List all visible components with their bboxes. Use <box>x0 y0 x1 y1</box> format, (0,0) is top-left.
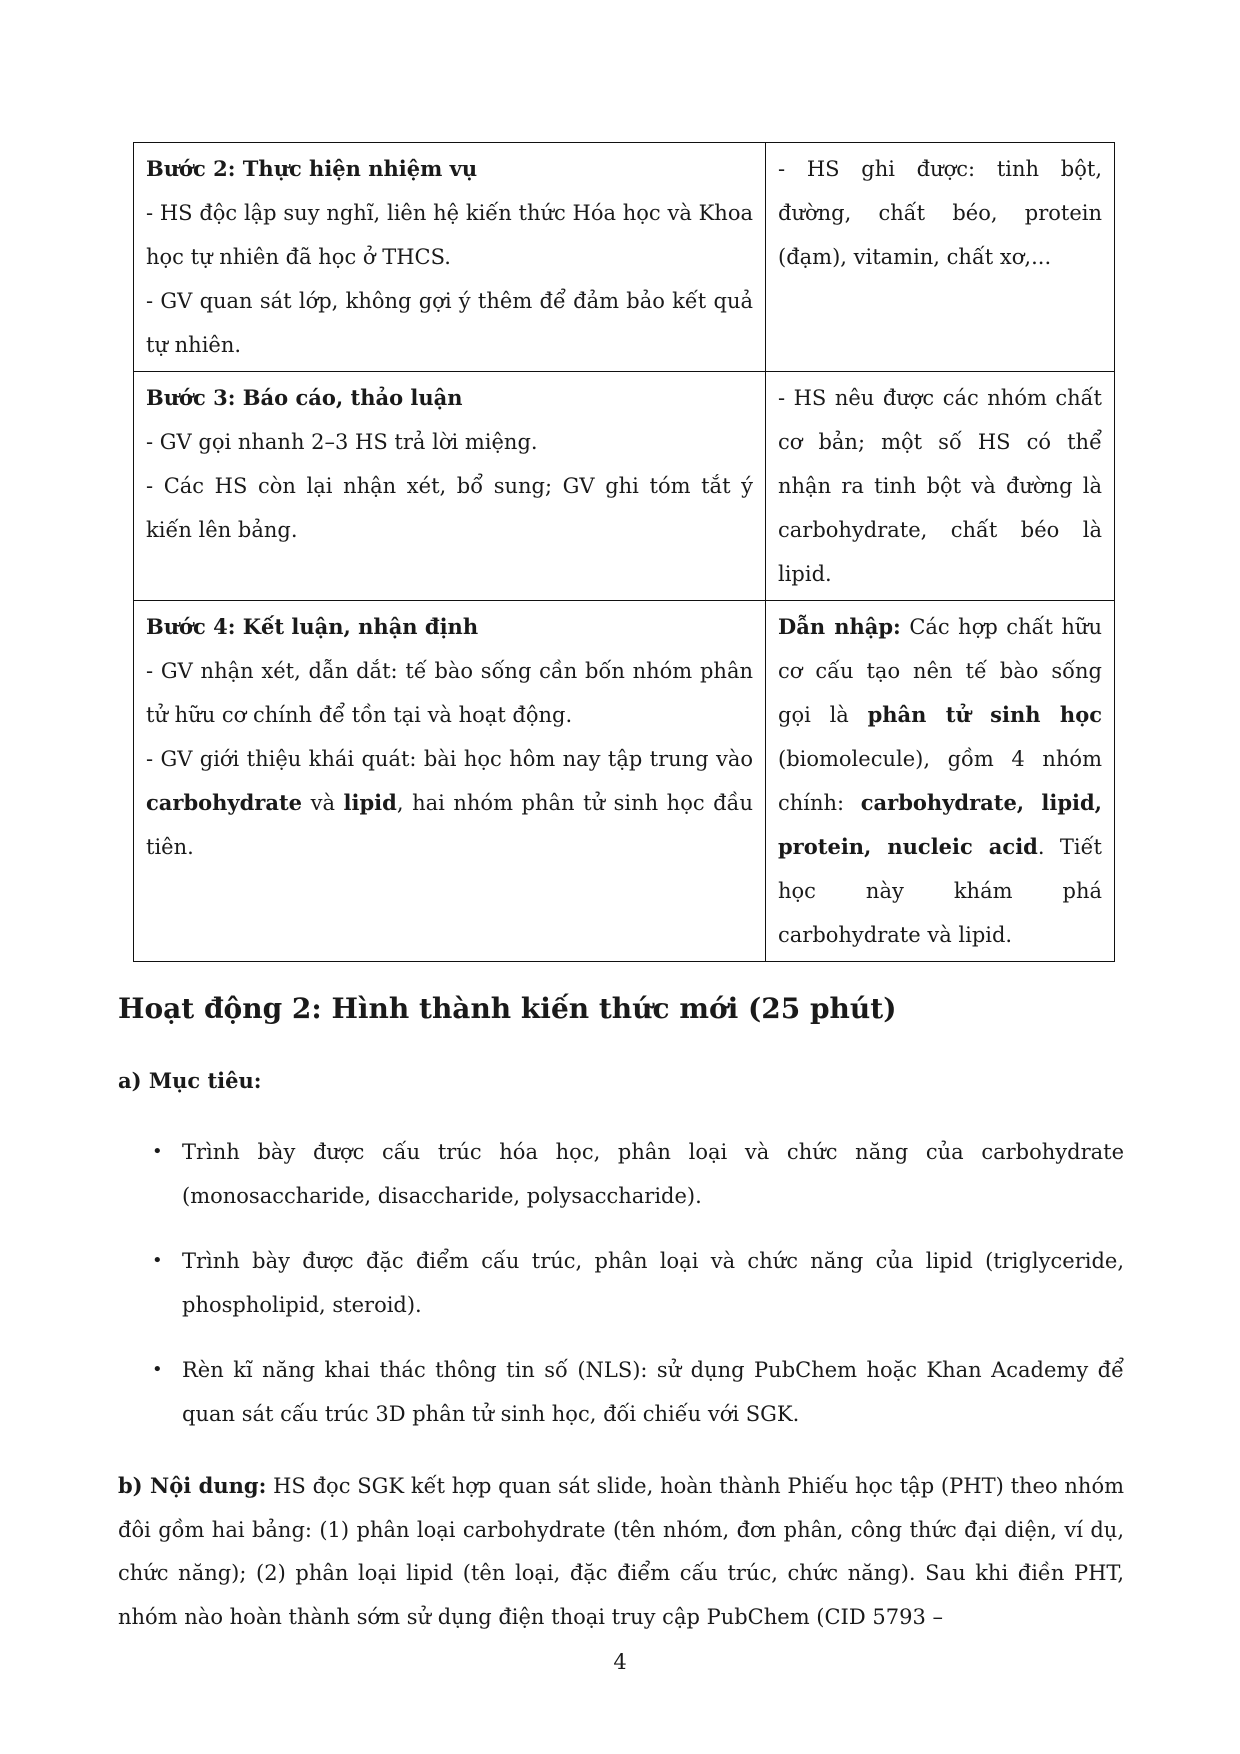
bullet-icon: • <box>152 1141 163 1162</box>
list-item: • Rèn kĩ năng khai thác thông tin số (NLS): sử dụng PubChem hoặc Khan Academy để quan sát cấu trúc 3D phân tử sinh học, đối chiếu với SGK. <box>118 1348 1124 1436</box>
content-paragraph <box>118 1464 1124 1639</box>
bold-term: carbohydrate, lipid, protein, nucleic acid <box>778 790 1102 859</box>
table-row <box>134 143 1115 372</box>
intro-label: Dẫn nhập: <box>778 614 901 639</box>
step-cell <box>134 143 766 372</box>
step-cell <box>134 601 766 962</box>
result-cell <box>766 143 1115 372</box>
list-item: • Trình bày được cấu trúc hóa học, phân loại và chức năng của carbohydrate (monosaccharide, disaccharide, polysaccharide). <box>118 1130 1124 1218</box>
result-cell: Dẫn nhập: Các hợp chất hữu cơ cấu tạo nên tế bào sống gọi là phân tử sinh học (biomolecule), gồm 4 nhóm chính: carbohydrate, lipid, protein, nucleic acid. Tiết học này khám phá carbohydrate và lipid. <box>766 601 1115 962</box>
bold-term: lipid <box>343 790 397 815</box>
result-text: - HS ghi được: tinh bột, đường, chất béo, protein (đạm), vitamin, chất xơ,... <box>778 157 1102 269</box>
bold-term: phân tử sinh học <box>867 702 1102 727</box>
step-title: Bước 2: Thực hiện nhiệm vụ <box>146 156 478 181</box>
page-number: 4 <box>613 1650 627 1674</box>
step-text: - GV quan sát lớp, không gợi ý thêm để đảm bảo kết quả tự nhiên. <box>146 289 753 357</box>
activity-heading: Hoạt động 2: Hình thành kiến thức mới (25 phút) <box>118 992 897 1025</box>
result-text: - HS nêu được các nhóm chất cơ bản; một số HS có thể nhận ra tinh bột và đường là carbohydrate, chất béo là lipid. <box>778 386 1102 586</box>
objectives-list <box>118 1130 1124 1457</box>
result-cell <box>766 372 1115 601</box>
bold-term: carbohydrate <box>146 790 303 815</box>
content-text: HS đọc SGK kết hợp quan sát slide, hoàn thành Phiếu học tập (PHT) theo nhóm đôi gồm hai bảng: (1) phân loại carbohydrate (tên nhóm, đơn phân, công thức đại diện, ví dụ, chức năng); (2) phân loại lipid (tên loại, đặc điểm cấu trúc, chức năng). Sau khi điền PHT, nhóm nào hoàn thành sớm sử dụng điện thoại truy cập PubChem (CID 5793 – <box>118 1474 1125 1629</box>
list-item: • Trình bày được đặc điểm cấu trúc, phân loại và chức năng của lipid (triglyceride, phospholipid, steroid). <box>118 1239 1124 1327</box>
table-row <box>134 372 1115 601</box>
content-heading: b) Nội dung: <box>118 1473 267 1498</box>
step-text: - GV gọi nhanh 2–3 HS trả lời miệng. <box>146 430 538 454</box>
step-text: - GV giới thiệu khái quát: bài học hôm nay tập trung vào carbohydrate và lipid, hai nhóm phân tử sinh học đầu tiên. <box>146 747 753 859</box>
table-row <box>134 601 1115 962</box>
objectives-heading: a) Mục tiêu: <box>118 1068 262 1093</box>
step-text: - GV nhận xét, dẫn dắt: tế bào sống cần bốn nhóm phân tử hữu cơ chính để tồn tại và hoạt động. <box>146 659 753 727</box>
bullet-icon: • <box>152 1250 163 1271</box>
step-cell <box>134 372 766 601</box>
step-text: - HS độc lập suy nghĩ, liên hệ kiến thức Hóa học và Khoa học tự nhiên đã học ở THCS. <box>146 201 753 269</box>
bullet-icon: • <box>152 1359 163 1380</box>
step-title: Bước 3: Báo cáo, thảo luận <box>146 385 463 410</box>
step-text: - Các HS còn lại nhận xét, bổ sung; GV ghi tóm tắt ý kiến lên bảng. <box>146 474 753 542</box>
activity-steps-table <box>133 142 1115 962</box>
step-title: Bước 4: Kết luận, nhận định <box>146 614 479 639</box>
